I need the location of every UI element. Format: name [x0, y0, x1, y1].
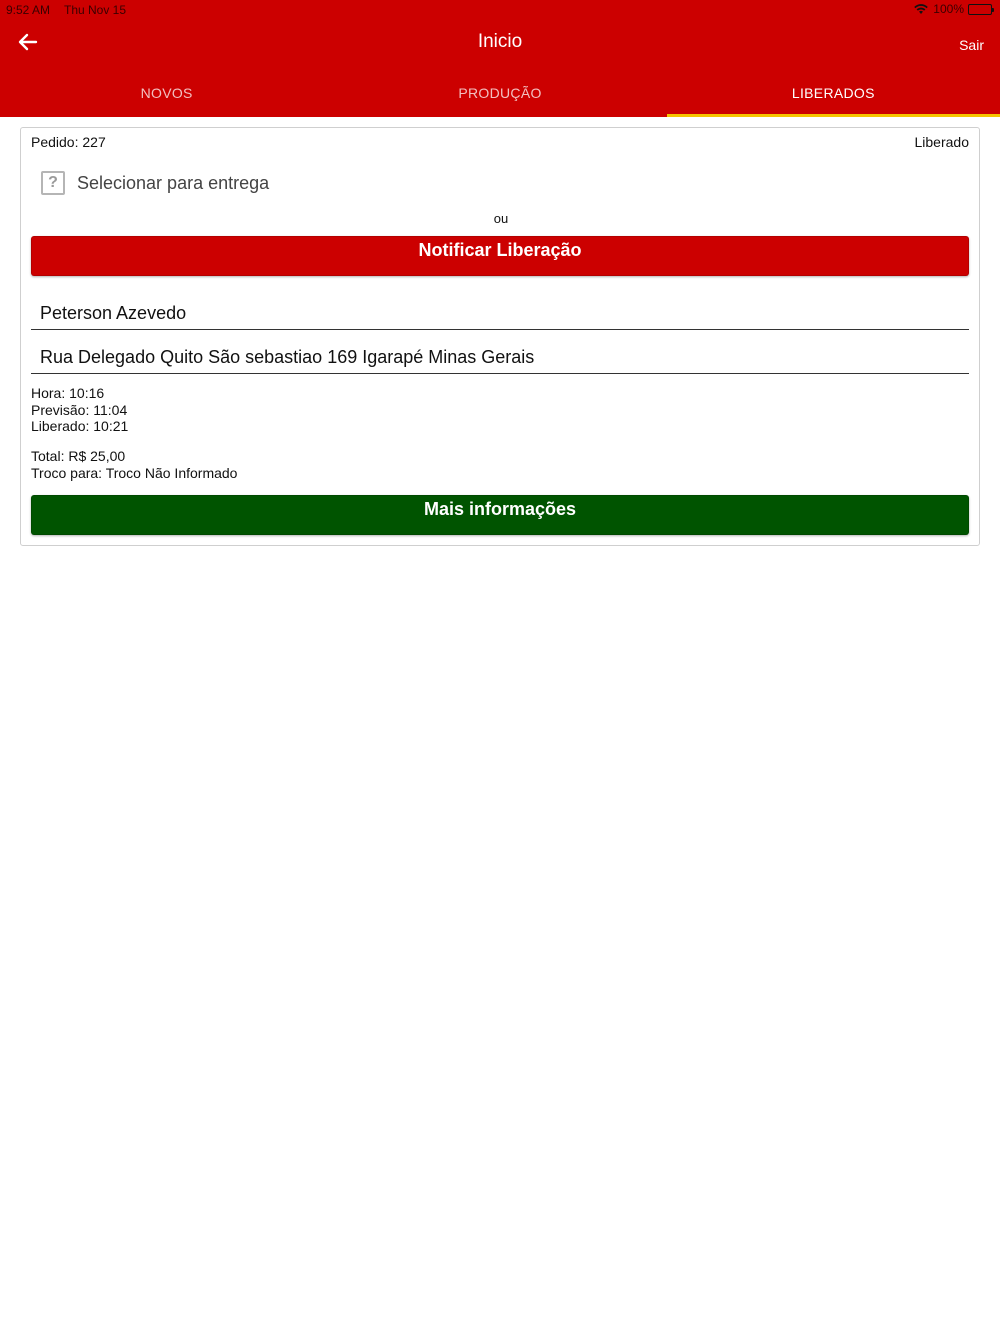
- tab-producao[interactable]: PRODUÇÃO: [458, 85, 542, 101]
- more-info-button[interactable]: Mais informações: [31, 495, 969, 535]
- app-header: [0, 0, 1000, 117]
- order-status: Liberado: [914, 134, 969, 150]
- select-for-delivery-checkbox[interactable]: [41, 169, 269, 197]
- customer-name: Peterson Azevedo: [31, 296, 969, 330]
- battery-percent: 100%: [933, 2, 964, 16]
- order-change: Troco para: Troco Não Informado: [31, 464, 238, 481]
- or-separator: ou: [493, 211, 509, 226]
- tab-liberados[interactable]: LIBERADOS: [667, 76, 1000, 117]
- customer-address: Rua Delegado Quito São sebastiao 169 Igarapé Minas Gerais: [31, 340, 969, 374]
- select-for-delivery-label: Selecionar para entrega: [77, 172, 270, 193]
- order-hour: Hora: 10:16: [31, 385, 105, 401]
- page-title: Inicio: [477, 31, 523, 52]
- order-released-time: Liberado: 10:21: [31, 418, 129, 434]
- tab-novos[interactable]: NOVOS: [140, 85, 193, 101]
- logout-button[interactable]: Sair: [959, 37, 984, 53]
- order-number: Pedido: 227: [31, 134, 106, 150]
- order-totals: [31, 448, 237, 481]
- notify-release-button[interactable]: Notificar Liberação: [31, 236, 969, 276]
- order-card: [20, 127, 980, 546]
- status-indicators: [913, 2, 992, 16]
- order-forecast: Previsão: 11:04: [31, 401, 128, 418]
- status-bar: [0, 0, 1000, 20]
- order-times: [31, 385, 128, 435]
- status-time: 9:52 AM: [6, 3, 51, 17]
- battery-icon: [968, 4, 992, 15]
- status-date: Thu Nov 15: [64, 3, 127, 17]
- wifi-icon: [913, 3, 929, 15]
- order-total: Total: R$ 25,00: [31, 448, 126, 464]
- question-checkbox-icon[interactable]: ?: [41, 171, 65, 195]
- tab-bar: [0, 76, 1000, 117]
